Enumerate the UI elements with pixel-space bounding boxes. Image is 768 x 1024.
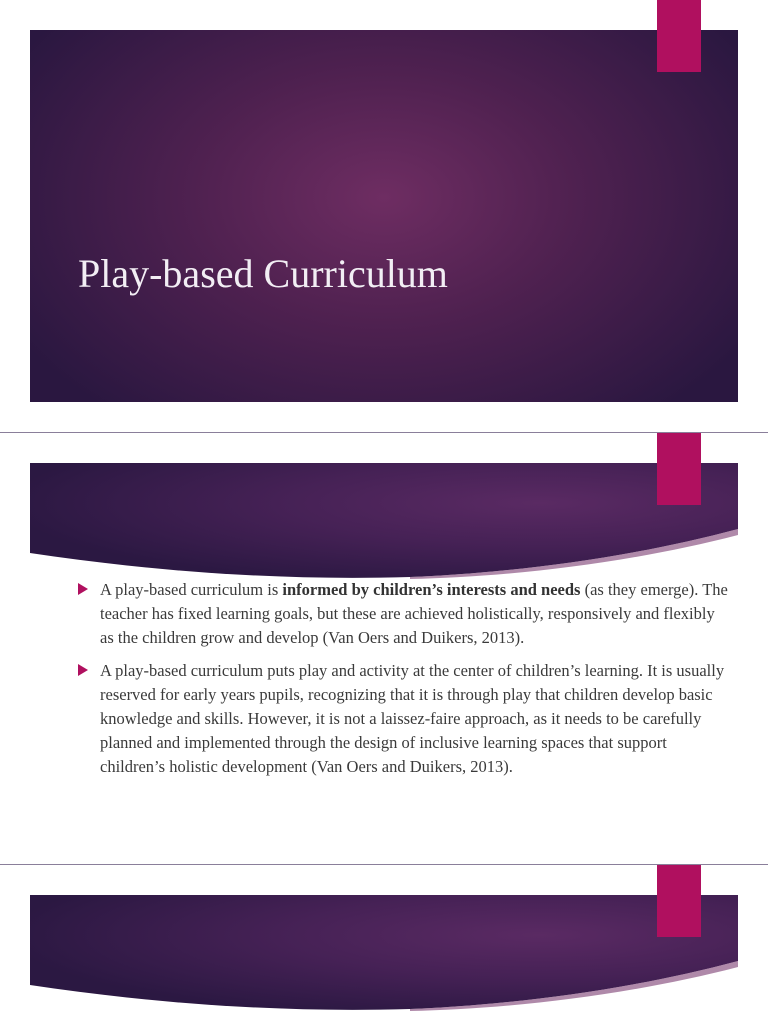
title-slide (0, 0, 768, 432)
slide-title: Play-based Curriculum (78, 251, 448, 296)
content-slide (0, 433, 768, 864)
header-wave (30, 895, 738, 1017)
header-band (30, 895, 738, 1017)
bullet-item (78, 659, 728, 779)
accent-tab (657, 865, 701, 937)
header-wave (30, 463, 738, 585)
bullet-item (78, 578, 728, 650)
title-background (30, 30, 738, 402)
accent-tab (657, 0, 701, 72)
triangle-bullet-icon (78, 583, 88, 595)
bullet-list (78, 578, 728, 788)
bullet-text: A play-based curriculum is informed by children’s interests and needs (as they emerge). The teacher has fixed learning goals, but these are achieved holistically, responsively and flexibly as the children grow and develop (Van Oers and Duikers, 2013). (100, 580, 728, 647)
bullet-text: A play-based curriculum puts play and activity at the center of children’s learning. It is usually reserved for early years pupils, recognizing that it is through play that children develop basic knowledge and skills. However, it is not a laissez-faire approach, as it needs to be carefully planned and implemented through the design of inclusive learning spaces that support children’s holistic development (Van Oers and Duikers, 2013). (100, 661, 725, 776)
header-band (30, 463, 738, 585)
accent-tab (657, 433, 701, 505)
content-slide-partial (0, 865, 768, 1024)
triangle-bullet-icon (78, 664, 88, 676)
